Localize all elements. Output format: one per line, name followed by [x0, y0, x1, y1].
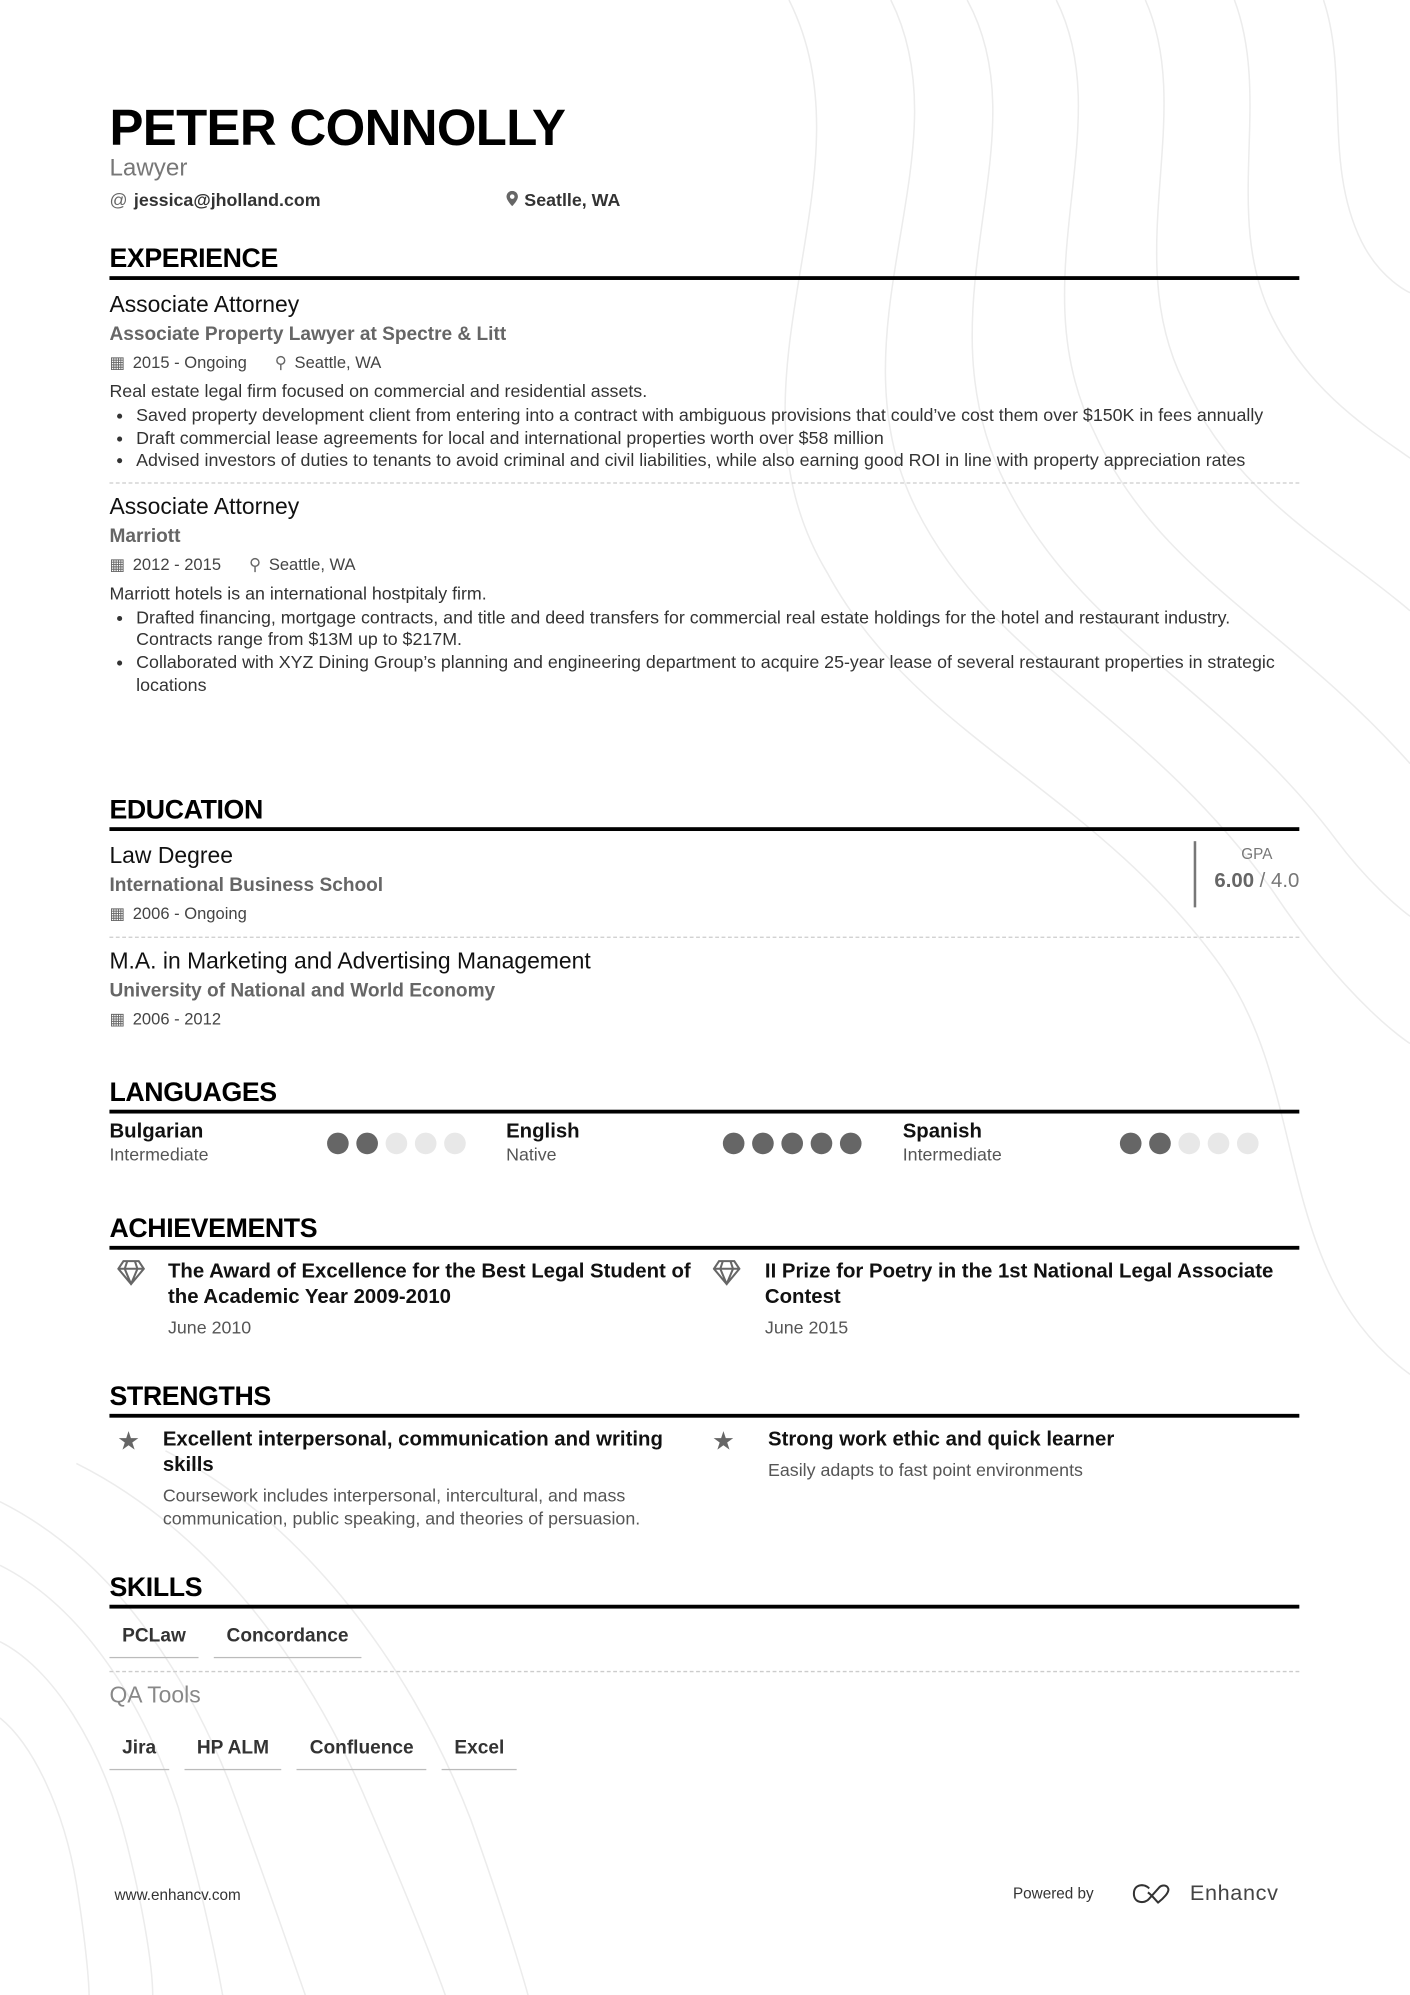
- job-role: Associate Attorney: [109, 291, 300, 317]
- skill-tag: Jira: [109, 1736, 168, 1770]
- skill-tag: Concordance: [214, 1624, 361, 1658]
- language-level: Intermediate: [902, 1144, 1002, 1165]
- gpa-value: 6.00: [1214, 870, 1255, 893]
- bullet: • Saved property development client from entering into a contract with ambiguous provisions that could’ve cost them over $150K in fees annually: [136, 405, 1299, 427]
- skill-tag: Excel: [442, 1736, 517, 1770]
- section-heading: STRENGTHS: [109, 1382, 1299, 1418]
- section-heading: LANGUAGES: [109, 1078, 1299, 1114]
- skill-tag: Confluence: [297, 1736, 426, 1770]
- bullet: • Drafted financing, mortgage contracts, and title and deed transfers for commercial real estate holdings for the hotel and restaurant industry. Contracts range from $13M up to $217M.: [136, 607, 1299, 652]
- language-rating: [327, 1132, 466, 1154]
- job-description: Real estate legal firm focused on commercial and residential assets.: [109, 380, 648, 401]
- rating-dot: [840, 1132, 862, 1154]
- gpa-label: GPA: [1241, 845, 1273, 863]
- job-dates: 2012 - 2015: [132, 554, 222, 574]
- job-company: Marriott: [109, 525, 181, 547]
- language-item: [109, 1120, 506, 1166]
- education-section: [109, 795, 1299, 1032]
- calendar-icon: ▦: [109, 1009, 126, 1029]
- bullet: • Draft commercial lease agreements for local and international properties worth over $58 million: [136, 427, 1299, 449]
- job-bullets: [109, 607, 1299, 697]
- language-name: Spanish: [902, 1121, 982, 1143]
- skills-section: [109, 1573, 1299, 1770]
- achievement-date: June 2015: [764, 1317, 849, 1338]
- section-heading: ACHIEVEMENTS: [109, 1214, 1299, 1250]
- calendar-icon: ▦: [109, 554, 126, 574]
- enhancv-brand: Enhancv: [1189, 1880, 1279, 1906]
- section-heading: SKILLS: [109, 1573, 1299, 1609]
- rating-dot: [723, 1132, 745, 1154]
- language-item: [903, 1120, 1300, 1166]
- star-icon: ★: [117, 1427, 140, 1456]
- location-pin-icon: ⚲: [274, 352, 287, 372]
- strength-item: [704, 1428, 1299, 1530]
- job-meta: [109, 552, 1299, 577]
- education-item: [109, 946, 1299, 1033]
- contact-email[interactable]: [109, 190, 320, 210]
- achievement-item: [704, 1260, 1299, 1339]
- rating-dot: [811, 1132, 833, 1154]
- edu-dates: 2006 - 2012: [132, 1009, 222, 1029]
- website-link[interactable]: www.enhancv.com: [114, 1885, 241, 1904]
- candidate-title: Lawyer: [109, 155, 188, 182]
- strength-description: Coursework includes interpersonal, intercultural, and mass communication, public speaking, and theories of persuasion.: [162, 1485, 641, 1529]
- candidate-name: PETER CONNOLLY: [109, 100, 566, 157]
- languages-section: [109, 1078, 1299, 1166]
- rating-dot: [356, 1132, 378, 1154]
- strength-title: Strong work ethic and quick learner: [768, 1429, 1115, 1451]
- gpa-max: 4.0: [1271, 870, 1300, 893]
- achievement-date: June 2010: [167, 1317, 252, 1338]
- language-level: Intermediate: [109, 1144, 209, 1165]
- bullet: • Advised investors of duties to tenants to avoid criminal and civil liabilities, while also earning good ROI in line with property appreciation rates: [136, 449, 1299, 471]
- rating-dot: [1149, 1132, 1171, 1154]
- email-text: jessica@jholland.com: [133, 189, 321, 210]
- experience-item: [109, 289, 1299, 472]
- language-name: English: [506, 1121, 580, 1143]
- divider: [109, 482, 1299, 483]
- rating-dot: [444, 1132, 466, 1154]
- degree: M.A. in Marketing and Advertising Management: [109, 948, 591, 974]
- language-level: Native: [506, 1144, 557, 1165]
- location-pin-icon: [506, 190, 517, 210]
- star-icon: ★: [712, 1427, 735, 1456]
- achievement-title: II Prize for Poetry in the 1st National Legal Associate Contest: [764, 1261, 1274, 1309]
- rating-dot: [327, 1132, 349, 1154]
- achievement-title: The Award of Excellence for the Best Legal Student of the Academic Year 2009-2010: [167, 1261, 691, 1309]
- skill-tag: PCLaw: [109, 1624, 198, 1658]
- job-description: Marriott hotels is an international hostpitaly firm.: [109, 582, 487, 603]
- contact-location: [506, 190, 620, 210]
- at-icon: @: [109, 189, 128, 210]
- calendar-icon: ▦: [109, 352, 126, 372]
- job-location: Seattle, WA: [268, 554, 356, 574]
- language-name: Bulgarian: [109, 1121, 204, 1143]
- job-dates: 2015 - Ongoing: [132, 352, 247, 372]
- job-bullets: [109, 405, 1299, 472]
- rating-dot: [1178, 1132, 1200, 1154]
- job-company: Associate Property Lawyer at Spectre & Litt: [109, 323, 507, 345]
- edu-meta: [109, 1007, 1299, 1032]
- edu-meta: [109, 901, 383, 926]
- experience-item: [109, 491, 1299, 696]
- job-location: Seattle, WA: [294, 352, 382, 372]
- experience-section: [109, 244, 1299, 696]
- achievement-item: [109, 1260, 704, 1339]
- strength-title: Excellent interpersonal, communication and writing skills: [162, 1429, 663, 1477]
- job-role: Associate Attorney: [109, 493, 300, 519]
- skill-tag: HP ALM: [184, 1736, 282, 1770]
- school: University of National and World Economy: [109, 979, 496, 1002]
- section-heading: EDUCATION: [109, 795, 1299, 831]
- edu-dates: 2006 - Ongoing: [132, 903, 247, 923]
- bullet: • Collaborated with XYZ Dining Group’s planning and engineering department to acquire 25-year lease of several restaurant properties in strategic locations: [136, 652, 1299, 697]
- diamond-icon: [109, 1260, 145, 1339]
- language-rating: [723, 1132, 862, 1154]
- skill-group-title: QA Tools: [109, 1682, 201, 1708]
- location-pin-icon: ⚲: [249, 554, 262, 574]
- rating-dot: [1208, 1132, 1230, 1154]
- enhancv-logo-icon: [1131, 1882, 1177, 1905]
- school: International Business School: [109, 874, 384, 896]
- section-heading: EXPERIENCE: [109, 244, 1299, 280]
- degree: Law Degree: [109, 842, 233, 868]
- strengths-section: [109, 1382, 1299, 1530]
- education-item: [109, 831, 1299, 926]
- rating-dot: [782, 1132, 804, 1154]
- enhancv-logo[interactable]: [1131, 1881, 1278, 1906]
- rating-dot: [414, 1132, 436, 1154]
- achievements-section: [109, 1214, 1299, 1339]
- job-meta: [109, 350, 1299, 375]
- rating-dot: [753, 1132, 775, 1154]
- diamond-icon: [704, 1260, 742, 1339]
- language-item: [506, 1120, 903, 1166]
- strength-item: [109, 1428, 704, 1530]
- rating-dot: [385, 1132, 407, 1154]
- calendar-icon: ▦: [109, 903, 126, 923]
- strength-description: Easily adapts to fast point environments: [768, 1459, 1083, 1481]
- divider: [109, 1671, 1299, 1672]
- location-text: Seatlle, WA: [524, 189, 621, 210]
- rating-dot: [1237, 1132, 1259, 1154]
- divider: [109, 937, 1299, 938]
- rating-dot: [1120, 1132, 1142, 1154]
- gpa-block: GPA 6.00 / 4.0: [1194, 841, 1299, 907]
- powered-by-label: Powered by: [1012, 1884, 1094, 1903]
- language-rating: [1120, 1132, 1259, 1154]
